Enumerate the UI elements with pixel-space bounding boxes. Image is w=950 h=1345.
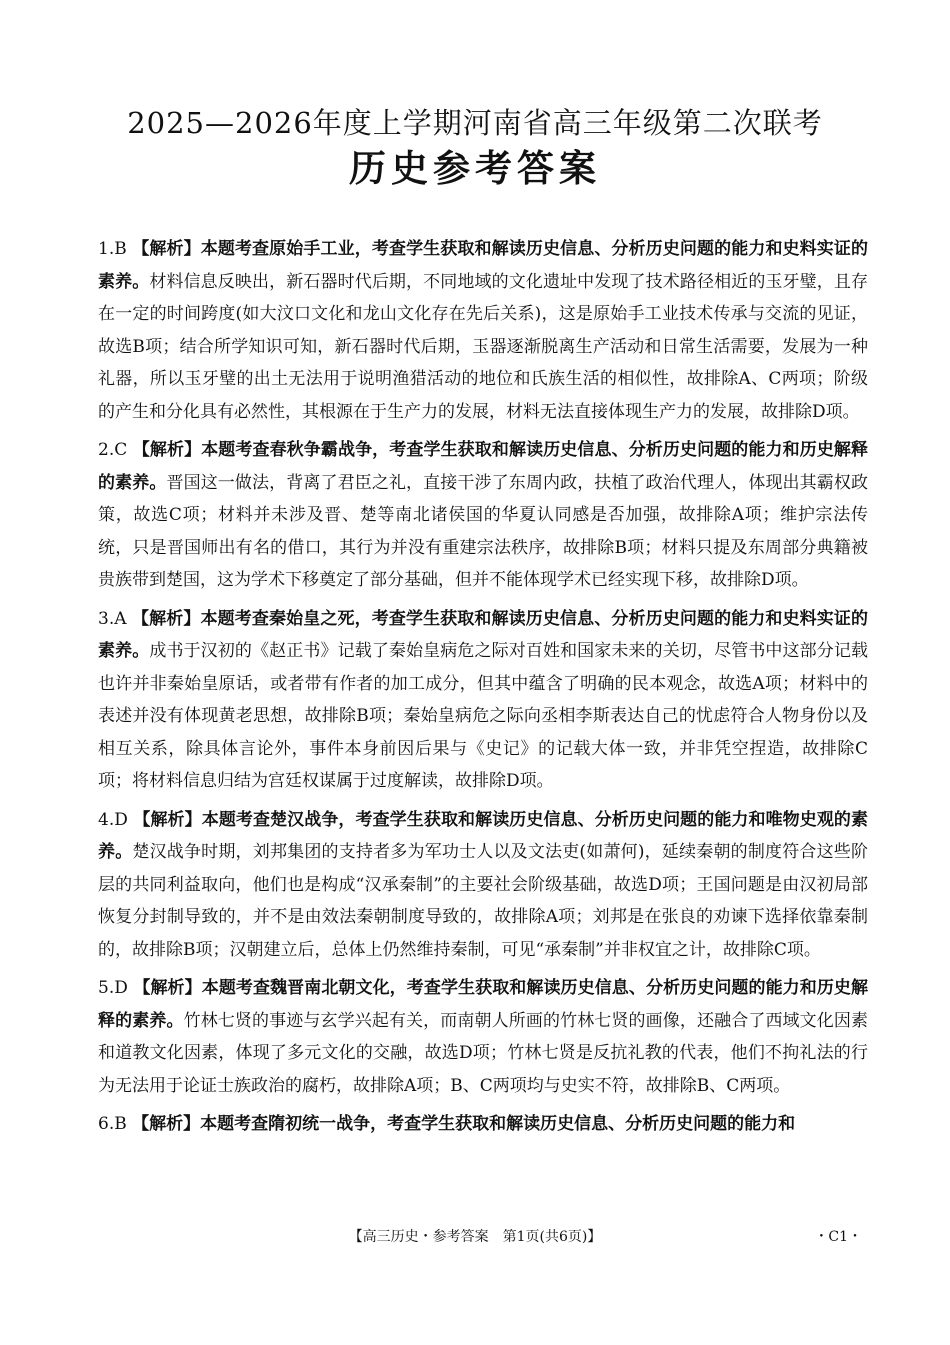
analysis-tag: 【解析】	[132, 1114, 201, 1134]
answer-item-2	[98, 434, 868, 597]
page-code: ・C1・	[814, 1229, 862, 1245]
question-number: 6.	[98, 1114, 115, 1134]
answer-item-4	[98, 804, 868, 967]
answer-letter: B	[114, 1114, 127, 1134]
answer-list	[98, 233, 868, 1147]
analysis-lead: 本题考查春秋争霸战争，考查学生获取和解读历史信息、分析历史问题的能力和历史解释的素养。	[98, 440, 869, 493]
answer-item-1	[98, 233, 868, 428]
document-subtitle: 历史参考答案	[349, 146, 601, 190]
answer-paragraph	[98, 972, 868, 1102]
analysis-tag: 【解析】	[132, 608, 201, 629]
answer-item-6	[98, 1108, 868, 1141]
analysis-tag: 【解析】	[133, 809, 202, 830]
document-title: 2025—2026年度上学期河南省高三年级第二次联考	[127, 106, 823, 140]
analysis-body: 成书于汉初的《赵正书》记载了秦始皇病危之际对百姓和国家未来的关切，尽管书中这部分记载也许并非秦始皇原话，或者带有作者的加工成分，但其中蕴含了明确的民本观念，故选A项；材料中的表述并没有体现黄老思想，故排除B项；秦始皇病危之际向丞相李斯表达自己的忧虑符合人物身份以及相互关系，除具体言论外，事件本身前因后果与《史记》的记载大体一致，并非凭空捏造，故排除C项；将材料信息归结为宫廷权谋属于过度解读，故排除D项。	[98, 641, 869, 791]
question-number: 5.	[98, 978, 115, 998]
answer-paragraph	[98, 603, 868, 798]
analysis-body: 楚汉战争时期，刘邦集团的支持者多为军功士人以及文法吏(如萧何)，延续秦朝的制度符合这些阶层的共同利益取向，他们也是构成“汉承秦制”的主要社会阶级基础，故选D项；王国问题是由汉初局部恢复分封制导致的，并不是由效法秦朝制度导致的，故排除A项；刘邦是在张良的劝谏下选择依靠秦制的，故排除B项；汉朝建立后，总体上仍然维持秦制，可见“承秦制”并非权宜之计，故排除C项。	[98, 842, 868, 960]
answer-letter: D	[114, 978, 128, 998]
answer-letter: B	[114, 239, 127, 259]
answer-letter: C	[114, 440, 128, 460]
question-number: 2.	[98, 440, 115, 460]
answer-letter: A	[114, 608, 127, 629]
analysis-lead: 本题考查秦始皇之死，考查学生获取和解读历史信息、分析历史问题的能力和史料实证的素养。	[98, 608, 869, 661]
page-footer: 【高三历史・参考答案 第1页(共6页)】	[348, 1229, 602, 1245]
question-number: 3.	[98, 608, 115, 629]
analysis-body: 晋国这一做法，背离了君臣之礼，直接干涉了东周内政，扶植了政治代理人，体现出其霸权政策，故选C项；材料并未涉及晋、楚等南北诸侯国的华夏认同感是否加强，故排除A项；维护宗法传统，只是晋国师出有名的借口，其行为并没有重建宗法秩序，故排除B项；材料只提及东周部分典籍被贵族带到楚国，这为学术下移奠定了部分基础，但并不能体现学术已经实现下移，故排除D项。	[98, 472, 869, 590]
analysis-lead: 本题考查原始手工业，考查学生获取和解读历史信息、分析历史问题的能力和史料实证的素养。	[98, 239, 869, 292]
answer-item-5	[98, 972, 868, 1102]
analysis-lead: 本题考查魏晋南北朝文化，考查学生获取和解读历史信息、分析历史问题的能力和历史解释的素养。	[98, 978, 869, 1031]
answer-paragraph	[98, 1108, 868, 1141]
answer-paragraph	[98, 434, 868, 597]
answer-paragraph	[98, 233, 868, 428]
analysis-body: 材料信息反映出，新石器时代后期，不同地域的文化遗址中发现了技术路径相近的玉牙璧，且存在一定的时间跨度(如大汶口文化和龙山文化存在先后关系)，这是原始手工业技术传承与交流的见证，故选B项；结合所学知识可知，新石器时代后期，玉器逐渐脱离生产活动和日常生活需要，发展为一种礼器，所以玉牙璧的出土无法用于说明渔猎活动的地位和氏族生活的相似性，故排除A、C两项；阶级的产生和分化具有必然性，其根源在于生产力的发展，材料无法直接体现生产力的发展，故排除D项。	[98, 271, 869, 422]
analysis-tag: 【解析】	[132, 239, 201, 259]
analysis-tag: 【解析】	[133, 978, 202, 998]
analysis-lead: 本题考查隋初统一战争，考查学生获取和解读历史信息、分析历史问题的能力和	[200, 1114, 796, 1134]
answer-item-3	[98, 603, 868, 798]
question-number: 4.	[98, 809, 115, 830]
analysis-body: 竹林七贤的事迹与玄学兴起有关，而南朝人所画的竹林七贤的画像，还融合了西域文化因素和道教文化因素，体现了多元文化的交融，故选D项；竹林七贤是反抗礼教的代表，他们不拘礼法的行为无法用于论证士族政治的腐朽，故排除A项；B、C两项均与史实不符，故排除B、C两项。	[98, 1010, 869, 1096]
answer-paragraph	[98, 804, 868, 967]
analysis-lead: 本题考查楚汉战争，考查学生获取和解读历史信息、分析历史问题的能力和唯物史观的素养。	[98, 809, 869, 862]
analysis-tag: 【解析】	[132, 440, 202, 460]
question-number: 1.	[98, 239, 115, 259]
answer-letter: D	[114, 809, 128, 830]
